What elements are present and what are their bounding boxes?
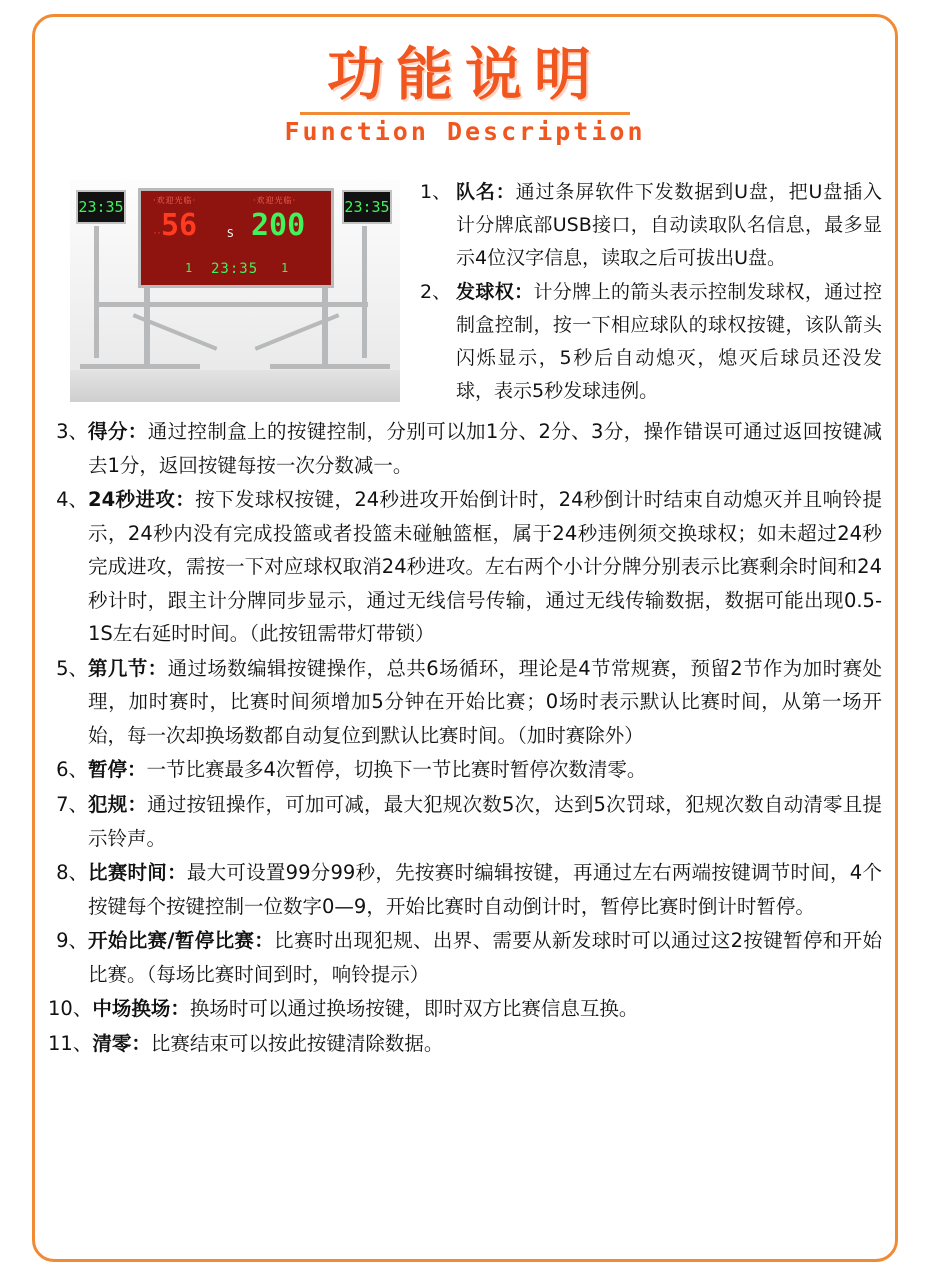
item-number: 3、 [56, 420, 88, 444]
stand-base-left [80, 364, 200, 369]
stand-leg-right [322, 288, 328, 366]
item-text: 一节比赛最多4次暂停，切换下一节比赛时暂停次数清零。 [146, 758, 647, 782]
item-number: 4、 [56, 488, 88, 512]
photo-column [48, 172, 420, 402]
item-number: 11、 [48, 1031, 93, 1055]
item-body [88, 856, 882, 923]
item-body [88, 924, 882, 991]
item-lead: 发球权： [456, 280, 534, 303]
item-text: 比赛结束可以按此按键清除数据。 [150, 1031, 444, 1055]
lower-items-list [48, 415, 882, 1060]
list-item [48, 652, 882, 753]
home-score: 56 [161, 207, 198, 243]
item-number: 7、 [56, 793, 88, 817]
item-text: 通过控制盒上的按键控制，分别可以加1分、2分、3分，操作错误可通过返回按键减去1分，返回按键每按一次分数减一。 [88, 420, 882, 477]
away-score: 200 [251, 207, 306, 243]
title-divider [300, 112, 630, 115]
item-lead: 第几节： [88, 656, 168, 680]
item-lead: 开始比赛/暂停比赛： [88, 929, 275, 953]
top-section [48, 172, 882, 409]
list-item [48, 415, 882, 482]
item-number: 2、 [420, 280, 452, 303]
item-lead: 比赛时间： [88, 861, 187, 885]
list-item [420, 276, 882, 408]
item-number: 9、 [56, 929, 88, 953]
aux-display-right [342, 190, 392, 224]
top-items-column [420, 172, 882, 409]
aux-left-time: 23:35 [78, 197, 124, 216]
page-title-en: Function Description [284, 116, 646, 146]
item-number: 5、 [56, 656, 88, 680]
list-item [48, 753, 882, 787]
content-area [48, 26, 882, 1250]
stand-left-post [94, 226, 99, 358]
list-item [48, 924, 882, 991]
stand-base-right [270, 364, 390, 369]
item-text: 通过按钮操作，可加可减，最大犯规次数5次，达到5次罚球，犯规次数自动清零且提示铃声。 [88, 793, 882, 850]
aux-right-time: 23:35 [344, 197, 390, 216]
item-text: 最大可设置99分99秒，先按赛时编辑按键，再通过左右两端按键调节时间，4个按键每个按键控制一位数字0—9，开始比赛时自动倒计时，暂停比赛时倒计时暂停。 [88, 861, 882, 918]
page-title-cn: 功能说明 [327, 42, 603, 108]
item-lead: 暂停： [88, 758, 147, 782]
item-body [88, 415, 882, 482]
home-foul-count: 1 [185, 260, 193, 275]
item-number: 10、 [48, 997, 93, 1021]
game-clock: 23:35 [211, 260, 259, 277]
item-body [456, 276, 882, 408]
photo-floor [70, 370, 400, 402]
aux-display-left [76, 190, 126, 224]
item-body [92, 1027, 882, 1061]
item-body [456, 176, 882, 275]
item-lead: 犯规： [88, 793, 148, 817]
item-lead: 中场换场： [92, 997, 190, 1021]
away-foul-count: 1 [281, 260, 289, 275]
main-scoreboard-panel [138, 188, 334, 288]
list-item [48, 1027, 882, 1061]
title-block [48, 26, 882, 146]
item-text: 计分牌上的箭头表示控制发球权，通过控制盒控制，按一下相应球队的球权按键，该队箭头闪烁显示，5秒后自动熄灭，熄灭后球员还没发球，表示5秒发球违例。 [456, 280, 882, 403]
item-lead: 队名： [456, 180, 516, 203]
item-text: 换场时可以通过换场按键，即时双方比赛信息互换。 [189, 997, 639, 1021]
item-body [92, 992, 882, 1026]
item-number: 6、 [56, 758, 88, 782]
item-number: 1、 [420, 180, 452, 203]
item-lead: 清零： [92, 1031, 151, 1055]
period-label: S [227, 226, 234, 240]
item-text: 按下发球权按键，24秒进攻开始倒计时，24秒倒计时结束自动熄灭并且响铃提示，24秒内没有完成投篮或者投篮未碰触篮框，属于24秒违例须交换球权；如未超过24秒完成进攻，需按一下对应球权取消24秒进攻。左右两个小计分牌分别表示比赛剩余时间和24秒计时，跟主计分牌同步显示，通过无线信号传输，通过无线传输数据，数据可能出现0.5-1S左右延时时间。（此按钮需带灯带锁） [88, 488, 882, 646]
list-item [48, 992, 882, 1026]
item-body [88, 652, 882, 753]
item-body [88, 483, 882, 651]
item-text: 通过条屏软件下发数据到U盘，把U盘插入计分牌底部USB接口，自动读取队名信息，最多显示4位汉字信息，读取之后可拔出U盘。 [456, 180, 882, 269]
away-team-name: ·欢迎光临· [253, 195, 297, 205]
stand-right-post [362, 226, 367, 358]
stand-leg-left [144, 288, 150, 366]
home-team-name: ·欢迎光临· [153, 195, 197, 205]
list-item [420, 176, 882, 275]
possession-arrow-icon: ·· [153, 224, 161, 239]
item-text: 比赛时出现犯规、出界、需要从新发球时可以通过这2按键暂停和开始比赛。（每场比赛时间到时，响铃提示） [88, 929, 882, 986]
item-body [88, 753, 882, 787]
item-number: 8、 [56, 861, 88, 885]
item-lead: 24秒进攻： [88, 488, 196, 512]
list-item [48, 788, 882, 855]
list-item [48, 856, 882, 923]
item-text: 通过场数编辑按键操作，总共6场循环，理论是4节常规赛，预留2节作为加时赛处理，加时赛时，比赛时间须增加5分钟在开始比赛；0场时表示默认比赛时间，从第一场开始，每一次却换场数都自动复位到默认比赛时间。（加时赛除外） [88, 656, 882, 747]
list-item [48, 483, 882, 651]
scoreboard-photo [70, 180, 400, 402]
item-body [88, 788, 882, 855]
item-lead: 得分： [88, 420, 148, 444]
